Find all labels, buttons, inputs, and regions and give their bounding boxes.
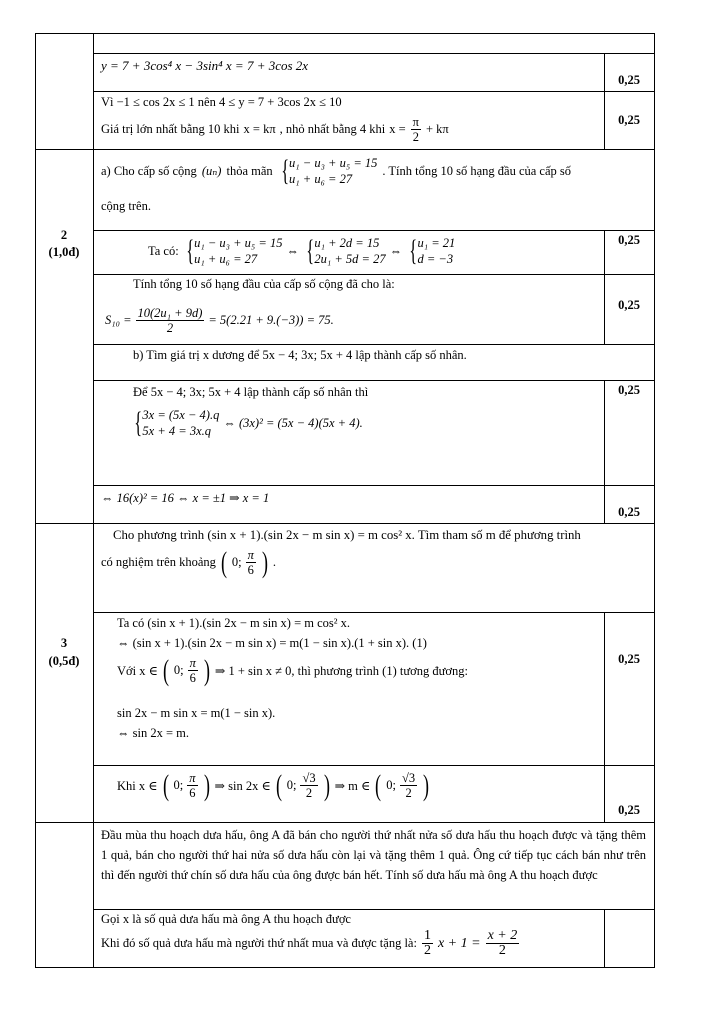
answer-row <box>93 765 604 822</box>
score-cell <box>604 765 654 822</box>
answer-row <box>93 274 604 344</box>
close-paren: ) <box>423 768 430 802</box>
system-equation: u₁ + 2d = 15 <box>314 236 380 250</box>
fraction <box>136 306 205 335</box>
score-value: 0,25 <box>618 803 640 817</box>
answer-row <box>93 230 604 274</box>
score-cell <box>604 230 654 274</box>
section-number: 3 <box>60 636 68 650</box>
answer-text: Giá trị lớn nhất bằng 10 khi <box>101 122 240 136</box>
question-line: cộng trên. <box>101 199 151 213</box>
fraction <box>400 771 417 800</box>
section-points: (0,5đ) <box>48 654 80 668</box>
answer-line <box>101 115 449 144</box>
score-value: 0,25 <box>618 505 640 519</box>
fraction <box>246 548 256 577</box>
answer-row <box>93 91 604 149</box>
score-cell <box>604 274 654 344</box>
score-value: 0,25 <box>618 73 640 87</box>
system-equation: u₁ + u₆ = 27 <box>194 252 258 266</box>
fraction-numerator: π <box>412 115 419 129</box>
table-border-right <box>654 33 655 968</box>
table-border-bottom <box>35 967 655 968</box>
answer-row <box>93 612 604 765</box>
score-value: 0,25 <box>618 233 640 247</box>
section-label-cell <box>35 149 93 523</box>
fraction <box>411 115 421 144</box>
question-row <box>93 523 654 612</box>
answer-line <box>101 929 520 958</box>
fraction-denominator: 2 <box>412 130 419 144</box>
question-text: thỏa mãn <box>226 163 273 178</box>
score-cell <box>604 380 654 485</box>
open-paren: ( <box>220 545 227 579</box>
equation-system <box>278 155 378 187</box>
answer-text: S₁₀ = <box>105 313 132 327</box>
answer-text: Với x ∈ <box>117 663 158 678</box>
answer-text: + kπ <box>425 122 449 136</box>
answer-text: Khi x ∈ <box>117 778 158 793</box>
fraction-numerator: π <box>189 656 196 670</box>
answer-line: Ta có (sin x + 1).(sin 2x − m sin x) = m cos² x. <box>117 616 351 630</box>
answer-line: Gọi x là số quả dưa hấu mà ông A thu hoạch được <box>101 912 351 926</box>
sequence-symbol: (uₙ) <box>201 164 222 178</box>
answer-text: x + 1 = <box>437 935 481 951</box>
fraction <box>188 656 198 685</box>
score-cell <box>604 485 654 523</box>
brace-icon: { <box>134 406 143 439</box>
answer-text: x = kπ <box>243 122 276 136</box>
answer-row <box>93 485 604 523</box>
fraction-denominator: 6 <box>189 786 196 800</box>
question-line <box>101 155 571 187</box>
equation-system <box>131 407 219 439</box>
question-line: b) Tìm giá trị x dương để 5x − 4; 3x; 5x + 4 lập thành cấp số nhân. <box>133 348 467 362</box>
answer-text: Ta có: <box>148 243 179 258</box>
brace-icon: { <box>306 234 315 267</box>
brace-icon: { <box>280 154 289 187</box>
system-equation: u₁ − u₃ + u₅ = 15 <box>194 236 283 250</box>
answer-text: 0; <box>173 663 184 677</box>
equation-system <box>183 235 283 267</box>
answer-line <box>148 235 455 267</box>
brace-icon: { <box>185 234 194 267</box>
system-equation: u₁ = 21 <box>417 236 456 250</box>
fraction-denominator: 2 <box>498 943 506 958</box>
system-equation: u₁ − u₃ + u₅ = 15 <box>289 156 378 170</box>
open-paren: ( <box>162 653 169 687</box>
score-cell <box>604 53 654 91</box>
section-label-cell <box>35 523 93 822</box>
score-cell <box>604 91 654 149</box>
fraction-denominator: 2 <box>166 321 174 335</box>
fraction-denominator: 2 <box>305 786 313 800</box>
section-points: (1,0đ) <box>48 245 80 259</box>
answer-line: ⇔ sin 2x = m. <box>117 726 189 740</box>
question-text: 0; <box>231 555 242 569</box>
equation-system <box>406 235 455 267</box>
score-value: 0,25 <box>618 652 640 666</box>
fraction-numerator: √3 <box>402 771 416 785</box>
answer-line: ⇔ 16(x)² = 16 ⇔ x = ±1 ⇒ x = 1 <box>101 491 270 505</box>
answer-line: sin 2x − m sin x = m(1 − sin x). <box>117 706 276 720</box>
system-equation: 2u₁ + 5d = 27 <box>314 252 386 266</box>
fraction <box>187 771 197 800</box>
equivalence-symbol: ⇔ <box>389 243 403 258</box>
equivalence-symbol: ⇔ <box>286 243 299 258</box>
score-value: 0,25 <box>618 383 640 397</box>
fraction <box>300 771 317 800</box>
fraction-denominator: 2 <box>405 786 412 800</box>
answer-text: 0; <box>286 778 297 792</box>
question-text: a) Cho cấp số cộng <box>101 163 197 178</box>
fraction-numerator: x + 2 <box>487 928 518 943</box>
answer-line <box>117 768 431 802</box>
question-line: có nghiệm trên khoảng ( 0; $\frac{\pi}{6}$ ) . <box>101 545 277 579</box>
answer-text: x = <box>389 122 406 136</box>
score-value: 0,25 <box>618 113 640 127</box>
answer-line: ⇔ (sin x + 1).(sin 2x − m sin x) = m(1 − sin x).(1 + sin x). (1) <box>117 636 427 650</box>
answer-line: Để 5x − 4; 3x; 5x + 4 lập thành cấp số nhân thì <box>133 385 369 399</box>
close-paren: ) <box>203 768 210 802</box>
question-row <box>93 822 654 909</box>
answer-text: 0; <box>386 778 397 792</box>
answer-text: = 5(2.21 + 9.(−3)) = 75. <box>208 313 334 327</box>
system-equation: u₁ + u₆ = 27 <box>289 172 353 186</box>
fraction-denominator: 6 <box>247 563 254 577</box>
system-equation: d = −3 <box>417 252 454 266</box>
fraction-numerator: π <box>189 771 196 785</box>
question-row <box>93 344 654 380</box>
question-text: có nghiệm trên khoảng <box>101 555 216 569</box>
fraction-numerator: 10(2u₁ + 9d) <box>137 306 203 320</box>
answer-text: ⇒ 1 + sin x ≠ 0, thì phương trình (1) tương đương: <box>214 663 468 678</box>
fraction <box>422 929 433 958</box>
question-row <box>93 149 654 230</box>
open-paren: ( <box>162 768 169 802</box>
answer-text: Khi đó số quả dưa hấu mà người thứ nhất mua và được tặng là: <box>101 936 417 950</box>
system-equation: 5x + 4 = 3x.q <box>142 424 211 438</box>
score-cell <box>604 909 654 967</box>
question-line: Cho phương trình (sin x + 1).(sin 2x − m sin x) = m cos² x. Tìm tham số m để phương trình <box>113 528 581 542</box>
answer-line <box>131 407 363 439</box>
close-paren: ) <box>261 545 268 579</box>
equation-text: y = 7 + 3cos⁴ x − 3sin⁴ x = 7 + 3cos 2x <box>101 58 309 73</box>
answer-text: 0; <box>173 778 184 792</box>
open-paren: ( <box>275 768 282 802</box>
table-border-top <box>35 33 655 34</box>
brace-icon: { <box>409 234 418 267</box>
answer-text: ⇒ sin 2x ∈ <box>214 778 271 793</box>
close-paren: ) <box>323 768 330 802</box>
equation-system <box>303 235 386 267</box>
score-value: 0,25 <box>618 298 640 312</box>
answer-text: ⇒ m ∈ <box>334 778 371 793</box>
fraction-denominator: 2 <box>423 943 431 958</box>
answer-row <box>93 909 604 967</box>
open-paren: ( <box>375 768 382 802</box>
fraction-numerator: 1 <box>423 928 431 943</box>
fraction-denominator: 6 <box>189 671 196 685</box>
fraction-numerator: √3 <box>302 771 316 785</box>
answer-line: Vì −1 ≤ cos 2x ≤ 1 nên 4 ≤ y = 7 + 3cos 2x ≤ 10 <box>101 95 342 109</box>
answer-line <box>105 306 334 335</box>
question-paragraph: Đầu mùa thu hoạch dưa hấu, ông A đã bán cho người thứ nhất nửa số dưa hấu thu hoạch được và tặng thêm 1 quả, bán cho người thứ hai nửa số dưa hấu còn lại và tặng thêm 1 quả. Ông cứ tiếp tục cách bán như trên thì đến người thứ chín số dưa hấu của ông được bán hết. Tính số dưa hấu mà ông A thu hoạch được <box>101 828 646 882</box>
answer-text: , nhỏ nhất bằng 4 khi <box>279 122 386 136</box>
section-number: 2 <box>60 228 68 242</box>
close-paren: ) <box>203 653 210 687</box>
answer-row <box>93 380 604 485</box>
question-text: . Tính tổng 10 số hạng đầu của cấp số <box>382 163 572 178</box>
fraction-numerator: π <box>247 548 254 562</box>
answer-row <box>93 53 604 91</box>
answer-line: Tính tổng 10 số hạng đầu của cấp số cộng đã cho là: <box>133 277 395 291</box>
score-cell <box>604 612 654 765</box>
fraction <box>486 929 520 958</box>
answer-line <box>117 653 468 687</box>
answer-text: ⇔ (3x)² = (5x − 4)(5x + 4). <box>223 415 363 430</box>
system-equation: 3x = (5x − 4).q <box>142 408 220 422</box>
